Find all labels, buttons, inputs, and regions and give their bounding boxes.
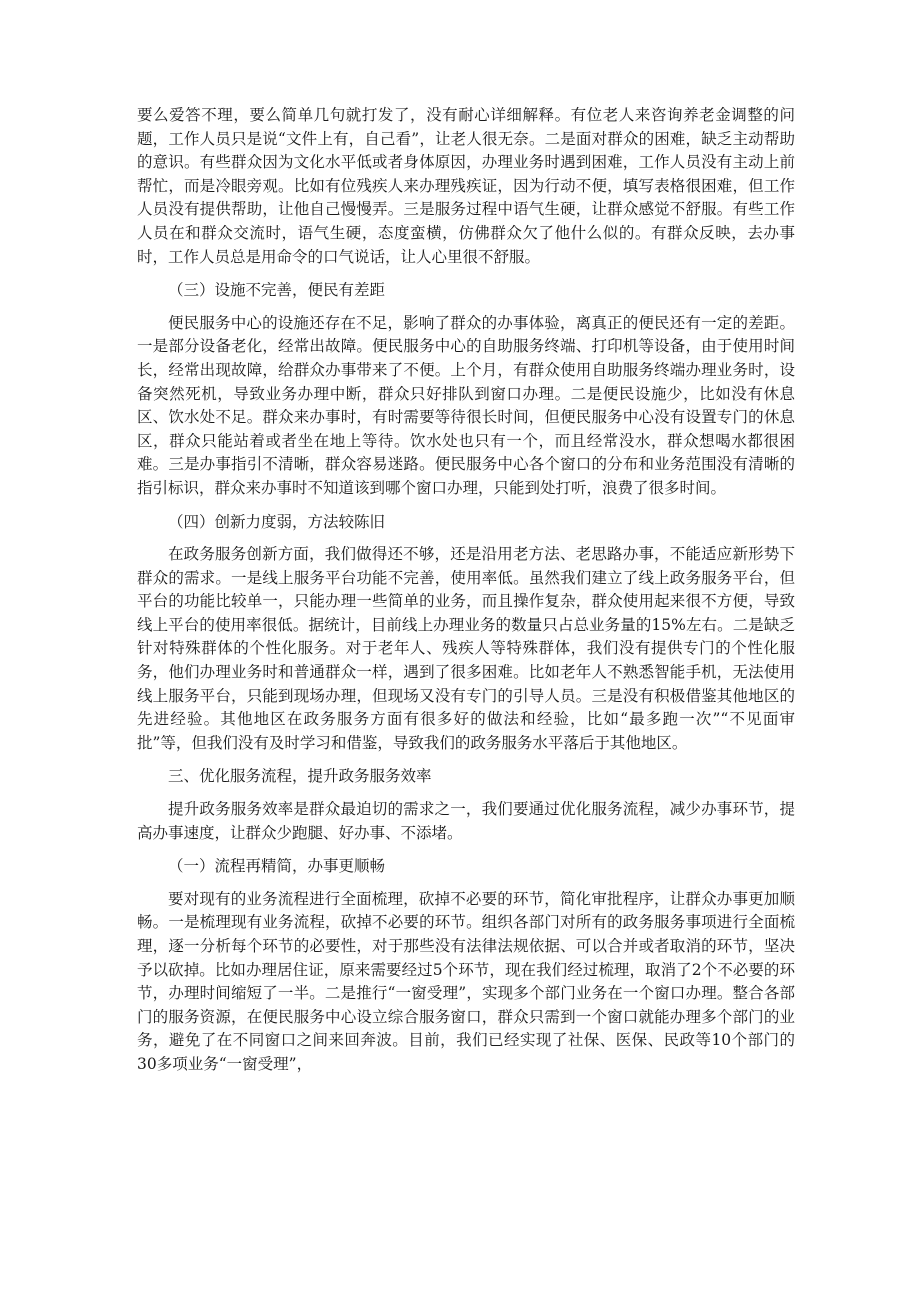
paragraph-streamline: 要对现有的业务流程进行全面梳理，砍掉不必要的环节，简化审批程序，让群众办事更加顺畅。一是梳理现有业务流程，砍掉不必要的环节。组织各部门对所有的政务服务事项进行全面梳理，逐一分析每个环节的必要性，对于那些没有法律法规依据、可以合并或者取消的环节，坚决予以砍掉。比如办理居住证，原来需要经过5个环节，现在我们经过梳理，取消了2个不必要的环节，办理时间缩短了一半。二是推行“一窗受理”，实现多个部门业务在一个窗口办理。整合各部门的服务资源，在便民服务中心设立综合服务窗口，群众只需到一个窗口就能办理多个部门的业务，避免了在不同窗口之间来回奔波。目前，我们已经实现了社保、医保、民政等10个部门的30多项业务“一窗受理”， (137, 889, 795, 1073)
spacer (137, 755, 795, 765)
spacer (137, 501, 795, 511)
paragraph-facilities: 便民服务中心的设施还存在不足，影响了群众的办事体验，离真正的便民还有一定的差距。一是部分设备老化，经常出故障。便民服务中心的自助服务终端、打印机等设备，由于使用时间长，经常出现故障，给群众办事带来了不便。上个月，有群众使用自助服务终端办理业务时，设备突然死机，导致业务办理中断，群众只好排队到窗口办理。二是便民设施少，比如没有休息区、饮水处不足。群众来办事时，有时需要等待很长时间，但便民服务中心没有设置专门的休息区，群众只能站着或者坐在地上等待。饮水处也只有一个，而且经常没水，群众想喝水都很困难。三是办事指引不清晰，群众容易迷路。便民服务中心各个窗口的分布和业务范围没有清晰的指引标识，群众来办事时不知道该到哪个窗口办理，只能到处打听，浪费了很多时间。 (137, 313, 795, 497)
paragraph-efficiency: 提升政务服务效率是群众最迫切的需求之一，我们要通过优化服务流程，减少办事环节，提高办事速度，让群众少跑腿、好办事、不添堵。 (137, 800, 795, 842)
heading-innovation: （四）创新力度弱，方法较陈旧 (168, 512, 386, 531)
spacer (137, 789, 795, 798)
heading-facilities: （三）设施不完善，便民有差距 (168, 281, 386, 300)
spacer (137, 879, 795, 888)
spacer (137, 534, 795, 543)
paragraph-innovation: 在政务服务创新方面，我们做得还不够，还是沿用老方法、老思路办事，不能适应新形势下群众的需求。一是线上服务平台功能不完善，使用率低。虽然我们建立了线上政务服务平台，但平台的功能比较单一，只能办理一些简单的业务，而且操作复杂，群众使用起来很不方便，导致线上平台的使用率很低。据统计，目前线上办理业务的数量只占总业务量的15%左右。二是缺乏针对特殊群体的个性化服务。对于老年人、残疾人等特殊群体，我们没有提供专门的个性化服务，他们办理业务时和普通群众一样，遇到了很多困难。比如老年人不熟悉智能手机，无法使用线上服务平台，只能到现场办理，但现场又没有专门的引导人员。三是没有积极借鉴其他地区的先进经验。其他地区在政务服务方面有很多好的做法和经验，比如“最多跑一次”“不见面审批”等，但我们没有及时学习和借鉴，导致我们的政务服务水平落后于其他地区。 (137, 545, 795, 752)
spacer (137, 303, 795, 312)
heading-streamline: （一）流程再精简，办事更顺畅 (168, 857, 386, 876)
document-page (137, 104, 795, 1077)
spacer (137, 269, 795, 279)
spacer (137, 845, 795, 855)
heading-section-three: 三、优化服务流程，提升政务服务效率 (168, 767, 432, 786)
paragraph-service-attitude: 要么爱答不理，要么简单几句就打发了，没有耐心详细解释。有位老人来咨询养老金调整的问题，工作人员只是说“文件上有，自己看”，让老人很无奈。二是面对群众的困难，缺乏主动帮助的意识。有些群众因为文化水平低或者身体原因，办理业务时遇到困难，工作人员没有主动上前帮忙，而是冷眼旁观。比如有位残疾人来办理残疾证，因为行动不便，填写表格很困难，但工作人员没有提供帮助，让他自己慢慢弄。三是服务过程中语气生硬，让群众感觉不舒服。有些工作人员在和群众交流时，语气生硬，态度蛮横，仿佛群众欠了他什么似的。有群众反映，去办事时，工作人员总是用命令的口气说话，让人心里很不舒服。 (137, 106, 795, 266)
